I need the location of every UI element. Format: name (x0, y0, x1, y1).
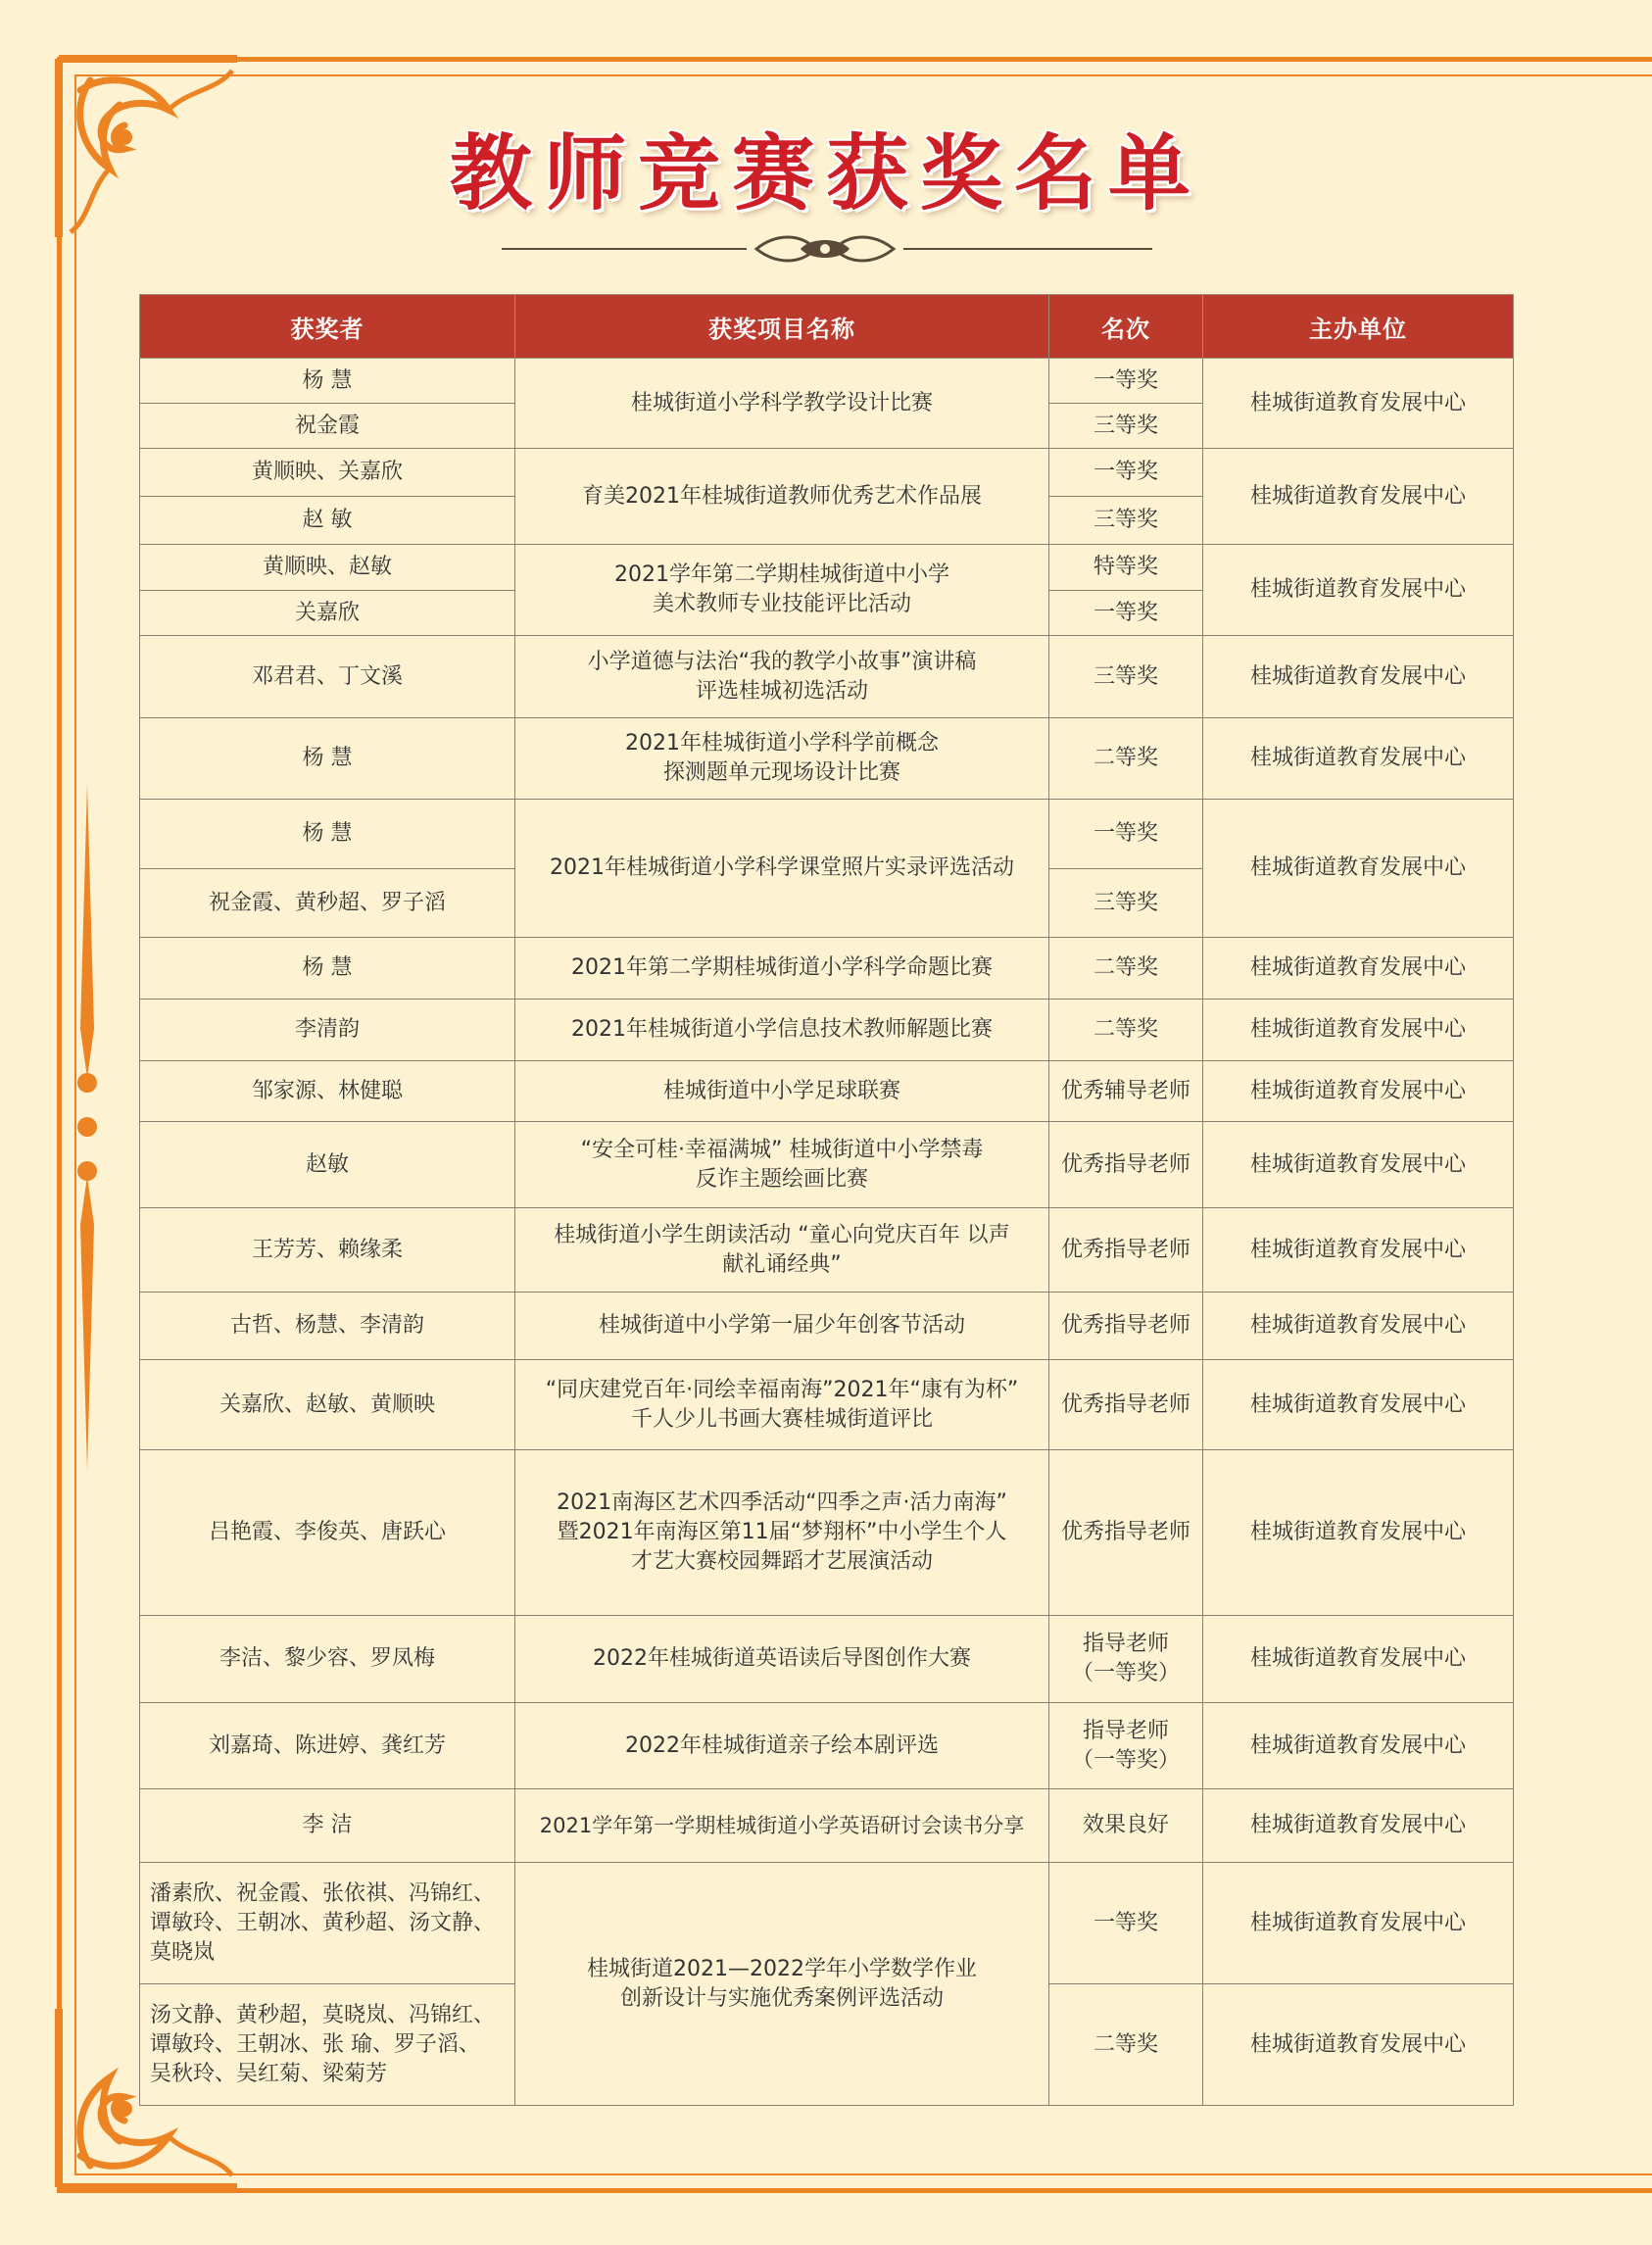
table-row (140, 545, 1514, 591)
table-row (140, 1616, 1514, 1703)
winner-cell: 李洁、黎少容、罗凤梅 (140, 1616, 515, 1703)
title-divider-left (502, 248, 747, 250)
rank-cell: 优秀指导老师 (1049, 1360, 1203, 1450)
winner-cell: 王芳芳、赖缘柔 (140, 1208, 515, 1293)
organizer-cell: 桂城街道教育发展中心 (1203, 1616, 1514, 1703)
project-cell: 小学道德与法治“我的教学小故事”演讲稿 评选桂城初选活动 (515, 636, 1049, 718)
table-row (140, 1061, 1514, 1122)
organizer-cell: 桂城街道教育发展中心 (1203, 1360, 1514, 1450)
winner-cell: 邹家源、林健聪 (140, 1061, 515, 1122)
rank-cell: 一等奖 (1049, 359, 1203, 404)
table-row (140, 1293, 1514, 1360)
project-cell: 2021年第二学期桂城街道小学科学命题比赛 (515, 938, 1049, 1000)
winner-cell: 潘素欣、祝金霞、张依祺、冯锦红、 谭敏玲、王朝冰、黄秒超、汤文静、 莫晓岚 (140, 1863, 515, 1984)
winner-cell: 关嘉欣、赵敏、黄顺映 (140, 1360, 515, 1450)
winner-cell: 吕艳霞、李俊英、唐跃心 (140, 1450, 515, 1616)
project-cell: 2021学年第二学期桂城街道中小学 美术教师专业技能评比活动 (515, 545, 1049, 636)
winner-cell: 汤文静、黄秒超，莫晓岚、冯锦红、 谭敏玲、王朝冰、张 瑜、罗子滔、 吴秋玲、吴红菊、梁菊芳 (140, 1984, 515, 2106)
winner-cell: 黄顺映、赵敏 (140, 545, 515, 591)
rank-cell: 三等奖 (1049, 404, 1203, 449)
winner-cell: 邓君君、丁文溪 (140, 636, 515, 718)
winner-cell: 赵敏 (140, 1122, 515, 1208)
project-cell: 2022年桂城街道亲子绘本剧评选 (515, 1703, 1049, 1789)
organizer-cell: 桂城街道教育发展中心 (1203, 1000, 1514, 1061)
project-cell: 桂城街道中小学足球联赛 (515, 1061, 1049, 1122)
title-divider-right (903, 248, 1152, 250)
winner-cell: 黄顺映、关嘉欣 (140, 449, 515, 497)
rank-cell: 一等奖 (1049, 449, 1203, 497)
rank-cell: 二等奖 (1049, 718, 1203, 800)
project-cell: “同庆建党百年·同绘幸福南海”2021年“康有为杯” 千人少儿书画大赛桂城街道评比 (515, 1360, 1049, 1450)
header-rank: 名次 (1049, 295, 1203, 359)
table-row (140, 800, 1514, 869)
rank-cell: 一等奖 (1049, 1863, 1203, 1984)
table-row (140, 1122, 1514, 1208)
organizer-cell: 桂城街道教育发展中心 (1203, 800, 1514, 938)
rank-cell: 优秀指导老师 (1049, 1293, 1203, 1360)
organizer-cell: 桂城街道教育发展中心 (1203, 359, 1514, 449)
project-cell: 2021南海区艺术四季活动“四季之声·活力南海” 暨2021年南海区第11届“梦翔杯”中小学生个人 才艺大赛校园舞蹈才艺展演活动 (515, 1450, 1049, 1616)
header-winner: 获奖者 (140, 295, 515, 359)
project-cell: 桂城街道中小学第一届少年创客节活动 (515, 1293, 1049, 1360)
winner-cell: 关嘉欣 (140, 591, 515, 636)
organizer-cell: 桂城街道教育发展中心 (1203, 449, 1514, 545)
rank-cell: 效果良好 (1049, 1789, 1203, 1863)
winner-cell: 李清韵 (140, 1000, 515, 1061)
organizer-cell: 桂城街道教育发展中心 (1203, 1984, 1514, 2106)
organizer-cell: 桂城街道教育发展中心 (1203, 718, 1514, 800)
rank-cell: 三等奖 (1049, 497, 1203, 545)
table-row (140, 1000, 1514, 1061)
rank-cell: 指导老师 （一等奖） (1049, 1616, 1203, 1703)
organizer-cell: 桂城街道教育发展中心 (1203, 1061, 1514, 1122)
organizer-cell: 桂城街道教育发展中心 (1203, 1703, 1514, 1789)
winner-cell: 祝金霞 (140, 404, 515, 449)
winner-cell: 李 洁 (140, 1789, 515, 1863)
winner-cell: 刘嘉琦、陈进婷、龚红芳 (140, 1703, 515, 1789)
table-row (140, 1208, 1514, 1293)
header-organizer: 主办单位 (1203, 295, 1514, 359)
winner-cell: 祝金霞、黄秒超、罗子滔 (140, 869, 515, 938)
table-row (140, 1789, 1514, 1863)
project-cell: 桂城街道小学生朗读活动 “童心向党庆百年 以声 献礼诵经典” (515, 1208, 1049, 1293)
organizer-cell: 桂城街道教育发展中心 (1203, 1293, 1514, 1360)
project-cell: 2021年桂城街道小学信息技术教师解题比赛 (515, 1000, 1049, 1061)
winner-cell: 杨 慧 (140, 938, 515, 1000)
title-divider-ornament (747, 227, 903, 270)
rank-cell: 二等奖 (1049, 1000, 1203, 1061)
table-row (140, 1703, 1514, 1789)
table-row (140, 1863, 1514, 1984)
winner-cell: 杨 慧 (140, 800, 515, 869)
header-project: 获奖项目名称 (515, 295, 1049, 359)
rank-cell: 三等奖 (1049, 869, 1203, 938)
rank-cell: 优秀指导老师 (1049, 1122, 1203, 1208)
table-row (140, 1450, 1514, 1616)
winner-cell: 杨 慧 (140, 718, 515, 800)
rank-cell: 优秀指导老师 (1049, 1450, 1203, 1616)
project-cell: 2021学年第一学期桂城街道小学英语研讨会读书分享 (515, 1789, 1049, 1863)
project-cell: 2021年桂城街道小学科学前概念 探测题单元现场设计比赛 (515, 718, 1049, 800)
table-row (140, 636, 1514, 718)
organizer-cell: 桂城街道教育发展中心 (1203, 1208, 1514, 1293)
page-title: 教师竞赛获奖名单 (449, 125, 1202, 221)
project-cell: 2022年桂城街道英语读后导图创作大赛 (515, 1616, 1049, 1703)
table-header-row (140, 295, 1514, 359)
project-cell: “安全可桂·幸福满城” 桂城街道中小学禁毒 反诈主题绘画比赛 (515, 1122, 1049, 1208)
organizer-cell: 桂城街道教育发展中心 (1203, 1863, 1514, 1984)
organizer-cell: 桂城街道教育发展中心 (1203, 545, 1514, 636)
rank-cell: 优秀辅导老师 (1049, 1061, 1203, 1122)
rank-cell: 特等奖 (1049, 545, 1203, 591)
organizer-cell: 桂城街道教育发展中心 (1203, 1789, 1514, 1863)
project-cell: 育美2021年桂城街道教师优秀艺术作品展 (515, 449, 1049, 545)
rank-cell: 二等奖 (1049, 1984, 1203, 2106)
winner-cell: 古哲、杨慧、李清韵 (140, 1293, 515, 1360)
left-side-ornament (74, 784, 100, 1470)
rank-cell: 一等奖 (1049, 800, 1203, 869)
rank-cell: 优秀指导老师 (1049, 1208, 1203, 1293)
organizer-cell: 桂城街道教育发展中心 (1203, 636, 1514, 718)
table-row (140, 359, 1514, 404)
rank-cell: 一等奖 (1049, 591, 1203, 636)
project-cell: 桂城街道2021—2022学年小学数学作业 创新设计与实施优秀案例评选活动 (515, 1863, 1049, 2106)
winner-cell: 赵 敏 (140, 497, 515, 545)
organizer-cell: 桂城街道教育发展中心 (1203, 1122, 1514, 1208)
rank-cell: 二等奖 (1049, 938, 1203, 1000)
organizer-cell: 桂城街道教育发展中心 (1203, 1450, 1514, 1616)
table-row (140, 1360, 1514, 1450)
project-cell: 2021年桂城街道小学科学课堂照片实录评选活动 (515, 800, 1049, 938)
awards-table (139, 294, 1514, 2106)
project-cell: 桂城街道小学科学教学设计比赛 (515, 359, 1049, 449)
winner-cell: 杨 慧 (140, 359, 515, 404)
rank-cell: 指导老师 （一等奖） (1049, 1703, 1203, 1789)
table-row (140, 718, 1514, 800)
table-row (140, 938, 1514, 1000)
organizer-cell: 桂城街道教育发展中心 (1203, 938, 1514, 1000)
rank-cell: 三等奖 (1049, 636, 1203, 718)
table-row (140, 449, 1514, 497)
